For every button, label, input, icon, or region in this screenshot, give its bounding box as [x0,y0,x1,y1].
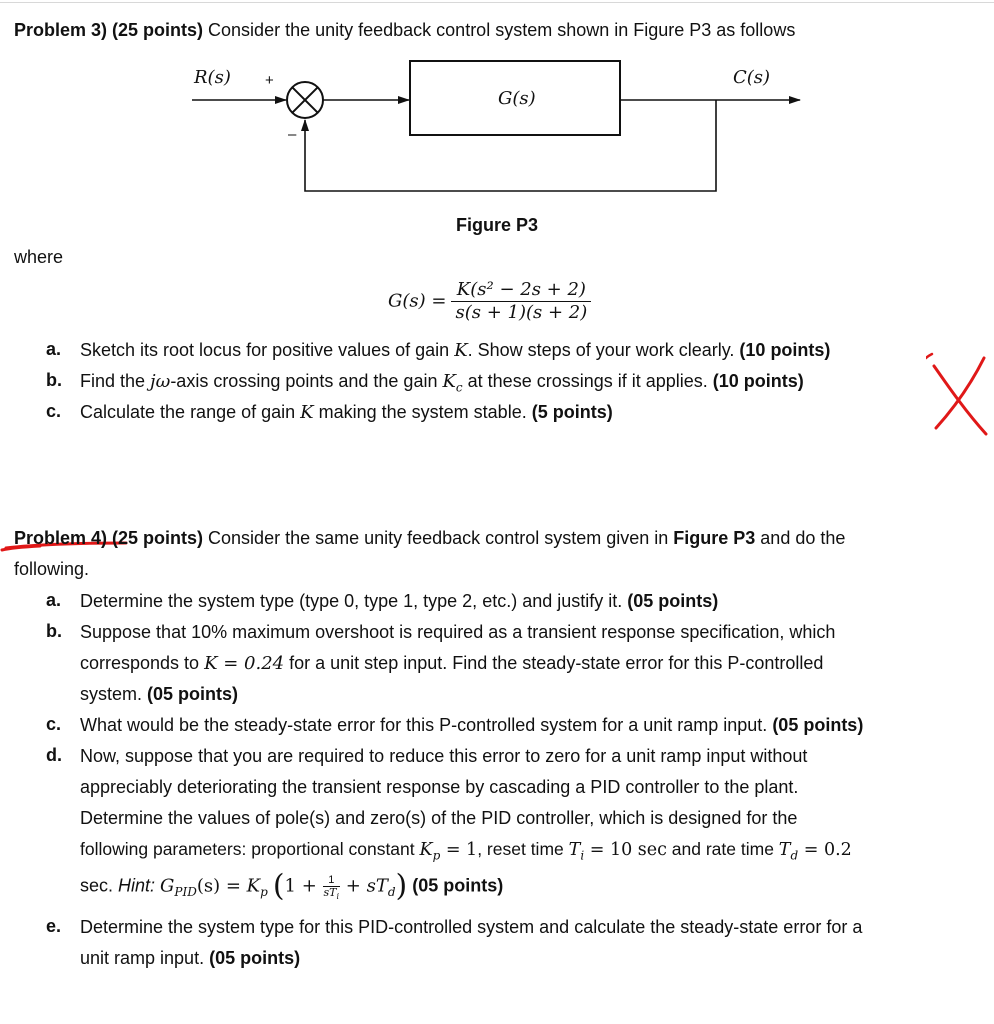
p3-item-c-letter: c. [46,401,62,421]
p3-item-c [80,401,613,424]
p4-b-line3 [80,683,238,705]
p3-b-text: Find the [80,371,151,391]
p3-item-a [80,339,830,362]
p4-d-line2: appreciably deteriorating the transient response by cascading a PID controller to the plant. [80,777,799,797]
transfer-function [388,279,591,324]
p3-item-b-letter: b. [46,370,62,390]
p4-d-sec: sec. [80,875,119,896]
tf-denominator: s(s + 1)(s + 2) [455,302,588,323]
minus-sign: – [288,126,297,143]
p4-d-hint-g: G [160,875,175,897]
p4-e-line2 [80,947,300,969]
problem4-figure-ref: Figure P3 [673,528,756,548]
p4-a-points: (05 points) [627,591,719,611]
problem4-intro-line2: following. [14,559,90,579]
p4-c-text: What would be the steady-state error for this P-controlled system for a unit ramp input. [80,715,773,735]
p3-a-text2: . Show steps of your work clearly. [467,340,740,360]
p4-d-hint-td-sub: d [387,884,396,899]
p4-d-hint-plus: + sT [340,875,388,897]
tf-numerator: K(s² − 2s + 2) [451,279,591,302]
figure-caption: Figure P3 [455,215,539,235]
p3-a-var: K [454,340,468,361]
p4-b-line1: Suppose that 10% maximum overshoot is required as a transient response specification, which [80,622,836,642]
p4-c-points: (05 points) [772,715,864,735]
summing-junction [287,82,323,118]
p3-c-text2: making the system stable. [313,402,532,422]
p4-d-kp: K [419,840,433,860]
p4-d-ti-sub: i [580,848,585,863]
where-label: where [14,247,64,267]
p4-d-td: T [778,840,791,860]
p3-b-points: (10 points) [712,371,804,391]
p4-item-c [80,714,863,736]
p4-d-line1: Now, suppose that you are required to reduce this error to zero for a unit ramp input without [80,746,808,766]
p4-d-hint-label: Hint: [118,875,161,896]
p4-d-frac-den-sub: i [336,892,340,902]
p3-b-text3: at these crossings if it applies. [462,371,713,391]
p3-b-var2: K [442,371,456,392]
p3-a-text: Sketch its root locus for positive values of gain [80,340,455,360]
p4-d-td-sub: d [790,848,799,863]
p3-b-text2: -axis crossing points and the gain [170,371,443,391]
p4-e-text: unit ramp input. [80,948,210,968]
p3-c-var: K [300,402,314,423]
tf-fraction [451,279,591,324]
p3-c-points: (5 points) [531,402,613,422]
p4-d-line5 [80,868,504,904]
input-label: R(s) [194,67,231,88]
problem3-heading [14,19,795,41]
p4-b-text2: for a unit step input. Find the steady-state error for this P-controlled [284,653,824,673]
p4-e-line1: Determine the system type for this PID-controlled system and calculate the steady-state error for a [80,917,863,937]
p3-item-a-letter: a. [46,339,62,359]
p4-b-text3: system. [80,684,148,704]
p4-d-hint-k: K [246,875,261,897]
tf-lhs: G(s) = [388,290,447,312]
red-x-mark [926,346,990,438]
p3-b-var2-sub: c [455,380,463,395]
p4-d-points: (05 points) [412,875,504,896]
p4-d-ti: T [568,840,581,860]
p4-item-c-letter: c. [46,714,62,734]
block-label: G(s) [498,88,536,109]
p4-item-b-letter: b. [46,621,62,641]
p4-d-text2: , reset time [477,839,569,859]
p4-item-a-letter: a. [46,590,62,610]
p4-d-text: following parameters: proportional constant [80,839,420,859]
p4-e-points: (05 points) [209,948,301,968]
p4-b-math: K = 0.24 [204,653,285,674]
output-label: C(s) [733,67,771,88]
p4-d-ti-val: = 10 sec [584,840,667,860]
problem4-intro-end: and do the [755,528,846,548]
p4-d-line3: Determine the values of pole(s) and zero(s) of the PID controller, which is designed for the [80,808,798,828]
block-diagram [0,50,994,210]
p4-d-td-val: = 0.2 [798,840,852,860]
p4-b-points: (05 points) [147,684,239,704]
p4-d-hint-one: 1 + [284,875,323,897]
p4-item-d-letter: d. [46,745,62,765]
p4-d-text3: and rate time [666,839,779,859]
p4-d-frac-den-text: sT [323,886,337,899]
p4-d-hint-s: (s) = [196,875,247,897]
p4-d-frac-den [323,886,341,902]
problem4-heading [14,527,845,549]
p4-d-hint-sub: PID [174,884,197,899]
problem4-intro: Consider the same unity feedback control system given in [203,528,674,548]
p4-b-text: corresponds to [80,653,205,673]
plus-sign: + [265,72,274,89]
top-border [0,2,994,3]
p4-b-line2 [80,652,823,675]
p4-d-frac-num: 1 [323,874,341,887]
p4-item-e-letter: e. [46,916,62,936]
p4-d-kp-sub: p [432,848,441,863]
p4-d-open-paren: ( [272,868,285,904]
p4-item-a [80,590,718,612]
p4-d-hint-k-sub: p [260,884,268,899]
problem3-title: Problem 3) (25 points) [14,20,204,40]
p4-d-close-paren: ) [395,868,408,904]
p3-c-text: Calculate the range of gain [80,402,301,422]
p4-d-kp-val: = 1 [440,840,478,860]
p3-item-b [80,370,804,393]
problem3-intro: Consider the unity feedback control system shown in Figure P3 as follows [203,20,796,40]
p4-d-line4 [80,838,852,861]
p4-d-hint-frac [323,874,341,902]
p3-b-var: jω [150,371,171,392]
p3-a-points: (10 points) [739,340,831,360]
p4-a-text: Determine the system type (type 0, type 1, type 2, etc.) and justify it. [80,591,628,611]
problem4-title: Problem 4) (25 points) [14,528,204,548]
